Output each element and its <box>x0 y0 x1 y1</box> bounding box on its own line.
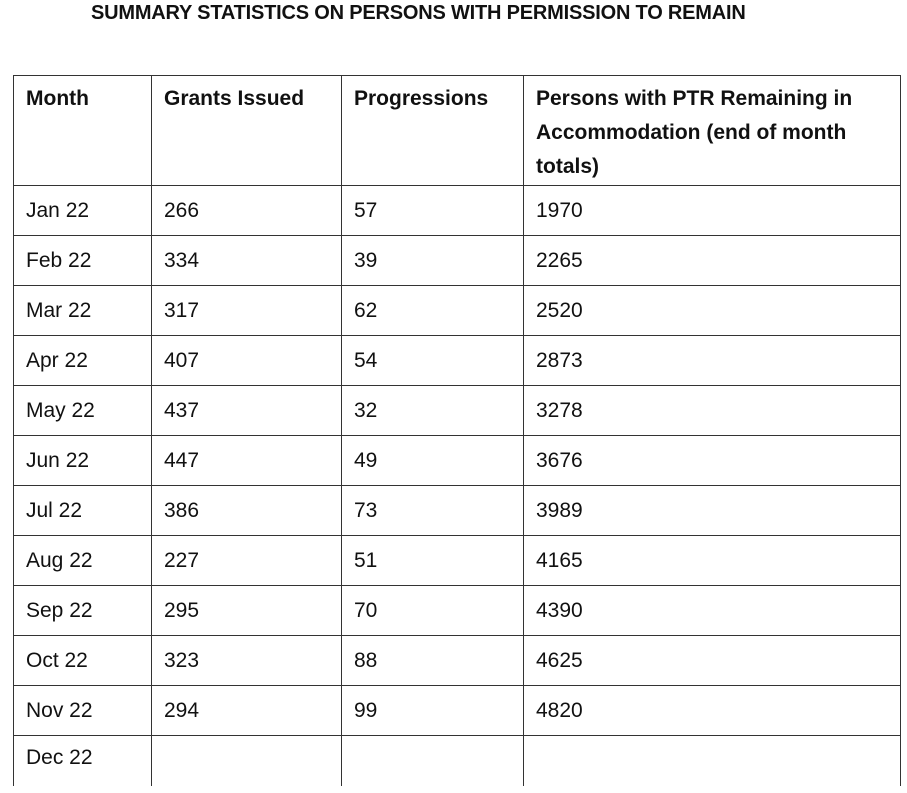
statistics-table <box>13 75 901 786</box>
table-row <box>14 436 901 486</box>
table-row <box>14 386 901 436</box>
cell-grants-issued: 266 <box>152 186 342 236</box>
cell-persons-remaining: 3989 <box>524 486 901 536</box>
table-row <box>14 736 901 786</box>
cell-persons-remaining: 1970 <box>524 186 901 236</box>
cell-grants-issued: 294 <box>152 686 342 736</box>
cell-month: Dec 22 <box>14 736 152 786</box>
cell-month: Feb 22 <box>14 236 152 286</box>
cell-progressions: 54 <box>342 336 524 386</box>
cell-month: Jul 22 <box>14 486 152 536</box>
cell-progressions <box>342 736 524 786</box>
cell-persons-remaining: 2873 <box>524 336 901 386</box>
table-row <box>14 486 901 536</box>
cell-progressions: 32 <box>342 386 524 436</box>
cell-persons-remaining: 3278 <box>524 386 901 436</box>
cell-month: Oct 22 <box>14 636 152 686</box>
table-row <box>14 536 901 586</box>
cell-progressions: 62 <box>342 286 524 336</box>
cell-month: Aug 22 <box>14 536 152 586</box>
cell-progressions: 73 <box>342 486 524 536</box>
cell-progressions: 57 <box>342 186 524 236</box>
cell-grants-issued: 227 <box>152 536 342 586</box>
cell-progressions: 51 <box>342 536 524 586</box>
table-row <box>14 286 901 336</box>
cell-progressions: 49 <box>342 436 524 486</box>
cell-progressions: 99 <box>342 686 524 736</box>
cell-grants-issued: 437 <box>152 386 342 436</box>
header-persons-remaining: Persons with PTR Remaining in Accommodation (end of month totals) <box>524 76 901 186</box>
cell-grants-issued: 323 <box>152 636 342 686</box>
header-progressions: Progressions <box>342 76 524 186</box>
cell-grants-issued: 407 <box>152 336 342 386</box>
cell-persons-remaining: 2520 <box>524 286 901 336</box>
header-month: Month <box>14 76 152 186</box>
cell-month: Mar 22 <box>14 286 152 336</box>
cell-month: May 22 <box>14 386 152 436</box>
cell-month: Nov 22 <box>14 686 152 736</box>
cell-grants-issued: 334 <box>152 236 342 286</box>
cell-persons-remaining: 4165 <box>524 536 901 586</box>
table-row <box>14 186 901 236</box>
document-title: SUMMARY STATISTICS ON PERSONS WITH PERMISSION TO REMAIN <box>91 2 746 24</box>
cell-month: Sep 22 <box>14 586 152 636</box>
cell-grants-issued: 386 <box>152 486 342 536</box>
cell-persons-remaining <box>524 736 901 786</box>
table-row <box>14 686 901 736</box>
cell-progressions: 39 <box>342 236 524 286</box>
cell-progressions: 88 <box>342 636 524 686</box>
cell-persons-remaining: 4820 <box>524 686 901 736</box>
table-row <box>14 636 901 686</box>
header-grants-issued: Grants Issued <box>152 76 342 186</box>
cell-progressions: 70 <box>342 586 524 636</box>
table-header-row <box>14 76 901 186</box>
cell-persons-remaining: 4625 <box>524 636 901 686</box>
cell-persons-remaining: 4390 <box>524 586 901 636</box>
cell-month: Jan 22 <box>14 186 152 236</box>
cell-grants-issued: 447 <box>152 436 342 486</box>
cell-grants-issued: 317 <box>152 286 342 336</box>
cell-grants-issued <box>152 736 342 786</box>
table-row <box>14 336 901 386</box>
cell-month: Jun 22 <box>14 436 152 486</box>
cell-month: Apr 22 <box>14 336 152 386</box>
table-row <box>14 236 901 286</box>
cell-persons-remaining: 3676 <box>524 436 901 486</box>
cell-persons-remaining: 2265 <box>524 236 901 286</box>
cell-grants-issued: 295 <box>152 586 342 636</box>
table-row <box>14 586 901 636</box>
